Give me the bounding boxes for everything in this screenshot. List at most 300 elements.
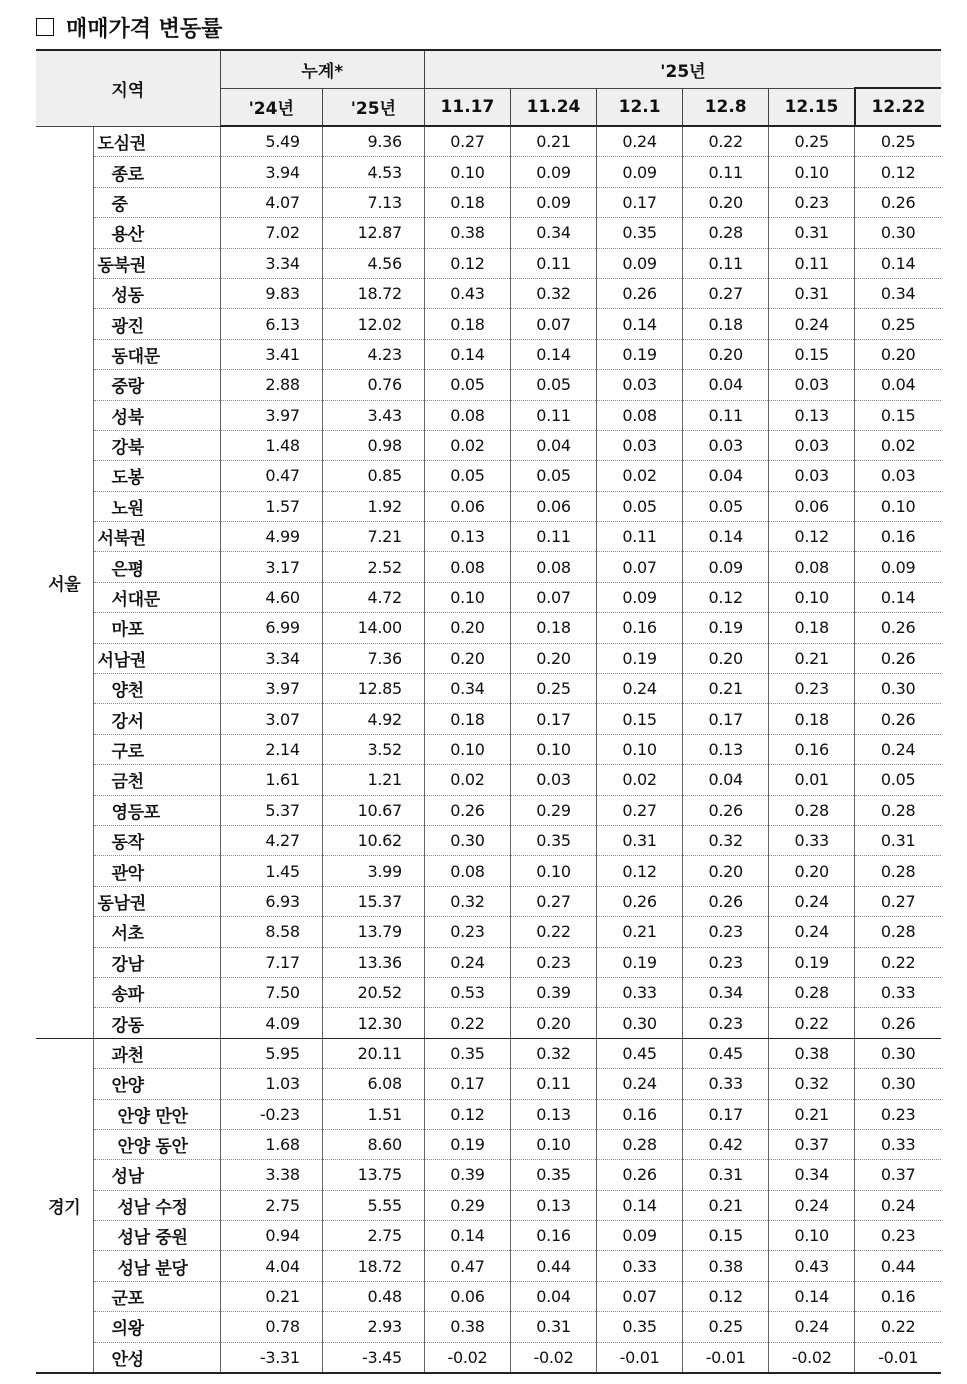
weekly-value: 0.28 [769, 977, 855, 1007]
cumulative-value: 6.93 [220, 886, 322, 916]
weekly-value: 0.20 [424, 643, 510, 673]
weekly-value: 0.26 [597, 886, 683, 916]
table-row [36, 187, 941, 217]
weekly-value: 0.08 [769, 552, 855, 582]
weekly-value: 0.27 [855, 886, 941, 916]
district-name: 서북권 [93, 522, 220, 552]
cumulative-value: 7.17 [220, 947, 322, 977]
weekly-value: 0.06 [769, 491, 855, 521]
weekly-value: 0.03 [769, 370, 855, 400]
weekly-value: 0.12 [683, 1281, 769, 1311]
weekly-value: 0.26 [855, 613, 941, 643]
weekly-value: 0.09 [510, 187, 596, 217]
weekly-value: 0.14 [510, 339, 596, 369]
weekly-value: 0.28 [855, 917, 941, 947]
weekly-value: 0.24 [769, 1312, 855, 1342]
weekly-value: 0.24 [769, 309, 855, 339]
weekly-value: 0.20 [510, 643, 596, 673]
cumulative-value: 0.85 [322, 461, 424, 491]
district-name: 의왕 [93, 1312, 220, 1342]
weekly-value: 0.06 [510, 491, 596, 521]
cumulative-value: 4.53 [322, 157, 424, 187]
weekly-value: 0.23 [683, 1008, 769, 1038]
weekly-value: 0.23 [683, 947, 769, 977]
weekly-value: 0.07 [597, 552, 683, 582]
cumulative-value: 4.56 [322, 248, 424, 278]
weekly-value: 0.16 [769, 734, 855, 764]
weekly-value: 0.07 [510, 309, 596, 339]
district-name: 성남 중원 [93, 1221, 220, 1251]
weekly-value: 0.03 [510, 765, 596, 795]
weekly-value: 0.24 [597, 674, 683, 704]
weekly-value: 0.20 [683, 187, 769, 217]
weekly-value: 0.24 [769, 1190, 855, 1220]
weekly-value: 0.15 [683, 1221, 769, 1251]
weekly-value: 0.33 [855, 977, 941, 1007]
cumulative-value: 20.11 [322, 1038, 424, 1068]
weekly-value: 0.06 [424, 1281, 510, 1311]
table-row [36, 522, 941, 552]
weekly-value: 0.26 [683, 886, 769, 916]
weekly-value: 0.08 [424, 856, 510, 886]
weekly-value: 0.24 [769, 886, 855, 916]
weekly-value: 0.15 [597, 704, 683, 734]
weekly-value: 0.19 [769, 947, 855, 977]
cumulative-value: 1.51 [322, 1099, 424, 1129]
district-name: 과천 [93, 1038, 220, 1068]
weekly-value: 0.23 [510, 947, 596, 977]
table-row [36, 126, 941, 157]
table-body [36, 126, 941, 1373]
district-name: 도심권 [93, 126, 220, 157]
table-row [36, 552, 941, 582]
district-name: 서대문 [93, 582, 220, 612]
weekly-value: 0.25 [855, 309, 941, 339]
weekly-value: 0.14 [769, 1281, 855, 1311]
weekly-value: 0.09 [683, 552, 769, 582]
weekly-value: 0.09 [510, 157, 596, 187]
cumulative-value: 3.41 [220, 339, 322, 369]
cumulative-value: 1.61 [220, 765, 322, 795]
weekly-value: 0.01 [769, 765, 855, 795]
weekly-value: 0.10 [510, 856, 596, 886]
weekly-value: 0.20 [424, 613, 510, 643]
table-row [36, 1190, 941, 1220]
table-row [36, 674, 941, 704]
cumulative-value: 13.79 [322, 917, 424, 947]
region-label: 서울 [36, 126, 93, 1038]
cumulative-value: 5.95 [220, 1038, 322, 1068]
weekly-value: 0.03 [769, 430, 855, 460]
cumulative-value: 4.92 [322, 704, 424, 734]
table-row [36, 947, 941, 977]
weekly-value: 0.17 [424, 1069, 510, 1099]
weekly-value: 0.24 [855, 1190, 941, 1220]
table-row [36, 825, 941, 855]
cumulative-value: 6.13 [220, 309, 322, 339]
weekly-value: 0.27 [683, 278, 769, 308]
cumulative-value: 7.13 [322, 187, 424, 217]
weekly-value: 0.23 [683, 917, 769, 947]
cumulative-value: 3.07 [220, 704, 322, 734]
weekly-value: 0.08 [424, 400, 510, 430]
table-row [36, 1251, 941, 1281]
district-name: 안성 [93, 1342, 220, 1373]
cumulative-value: 5.37 [220, 795, 322, 825]
cumulative-value: 7.50 [220, 977, 322, 1007]
weekly-value: 0.18 [510, 613, 596, 643]
cumulative-value: 2.75 [220, 1190, 322, 1220]
district-name: 구로 [93, 734, 220, 764]
weekly-value: 0.15 [855, 400, 941, 430]
weekly-value: 0.19 [683, 613, 769, 643]
weekly-value: 0.29 [424, 1190, 510, 1220]
weekly-value: 0.11 [510, 400, 596, 430]
weekly-value: 0.14 [424, 1221, 510, 1251]
cumulative-value: 2.93 [322, 1312, 424, 1342]
cumulative-value: 6.08 [322, 1069, 424, 1099]
weekly-value: 0.31 [510, 1312, 596, 1342]
weekly-value: 0.18 [424, 704, 510, 734]
weekly-value: 0.12 [855, 157, 941, 187]
cumulative-value: 4.09 [220, 1008, 322, 1038]
weekly-value: 0.18 [769, 704, 855, 734]
week-col-header-current: 12.22 [855, 88, 941, 126]
weekly-value: 0.28 [597, 1129, 683, 1159]
table-row [36, 734, 941, 764]
cumulative-value: 13.75 [322, 1160, 424, 1190]
weekly-value: 0.10 [855, 491, 941, 521]
district-name: 도봉 [93, 461, 220, 491]
cumulative-value: 9.83 [220, 278, 322, 308]
weekly-value: 0.10 [597, 734, 683, 764]
weekly-value: 0.14 [424, 339, 510, 369]
week-col-header: 11.24 [510, 88, 596, 126]
district-name: 중 [93, 187, 220, 217]
table-row [36, 795, 941, 825]
table-row [36, 1038, 941, 1068]
cumulative-value: 18.72 [322, 278, 424, 308]
cumulative-value: 3.97 [220, 674, 322, 704]
weekly-value: 0.38 [424, 1312, 510, 1342]
table-row [36, 1069, 941, 1099]
weekly-value: 0.09 [855, 552, 941, 582]
weekly-value: 0.14 [855, 248, 941, 278]
weekly-value: 0.43 [424, 278, 510, 308]
weekly-value: -0.02 [424, 1342, 510, 1373]
table-row [36, 1099, 941, 1129]
cumulative-value: 13.36 [322, 947, 424, 977]
weekly-value: 0.26 [855, 643, 941, 673]
weekly-value: 0.18 [683, 309, 769, 339]
weekly-value: 0.22 [424, 1008, 510, 1038]
weekly-value: 0.22 [769, 1008, 855, 1038]
weekly-value: 0.05 [510, 461, 596, 491]
weekly-value: 0.12 [769, 522, 855, 552]
weekly-value: 0.33 [769, 825, 855, 855]
cumulative-value: 1.03 [220, 1069, 322, 1099]
weekly-value: 0.12 [683, 582, 769, 612]
weekly-value: 0.11 [683, 157, 769, 187]
cumulative-value: 1.57 [220, 491, 322, 521]
district-name: 강동 [93, 1008, 220, 1038]
table-row [36, 248, 941, 278]
weekly-value: 0.24 [424, 947, 510, 977]
weekly-value: 0.08 [597, 400, 683, 430]
weekly-value: 0.13 [769, 400, 855, 430]
weekly-value: 0.17 [683, 1099, 769, 1129]
weekly-value: 0.04 [855, 370, 941, 400]
weekly-value: 0.31 [855, 825, 941, 855]
cumulative-value: 2.75 [322, 1221, 424, 1251]
weekly-value: 0.17 [597, 187, 683, 217]
weekly-value: 0.43 [769, 1251, 855, 1281]
weekly-value: 0.31 [769, 278, 855, 308]
weekly-value: 0.09 [597, 248, 683, 278]
weekly-value: 0.04 [683, 461, 769, 491]
weekly-value: 0.22 [683, 126, 769, 157]
weekly-value: 0.10 [769, 1221, 855, 1251]
weekly-value: 0.38 [769, 1038, 855, 1068]
weekly-value: 0.24 [597, 126, 683, 157]
cumulative-value: 3.34 [220, 643, 322, 673]
table-row [36, 704, 941, 734]
cumulative-value: 1.48 [220, 430, 322, 460]
weekly-value: 0.22 [855, 947, 941, 977]
weekly-value: 0.11 [597, 522, 683, 552]
week-col-header: 12.1 [597, 88, 683, 126]
weekly-value: 0.33 [855, 1129, 941, 1159]
district-name: 성남 [93, 1160, 220, 1190]
weekly-value: 0.16 [597, 1099, 683, 1129]
weekly-value: 0.11 [769, 248, 855, 278]
weekly-value: 0.19 [597, 947, 683, 977]
weekly-value: 0.07 [510, 582, 596, 612]
cumulative-value: 1.92 [322, 491, 424, 521]
weekly-value: 0.05 [510, 370, 596, 400]
weekly-value: 0.09 [597, 582, 683, 612]
cumulative-value: 0.48 [322, 1281, 424, 1311]
weekly-value: 0.23 [855, 1099, 941, 1129]
table-row [36, 339, 941, 369]
weekly-value: 0.30 [597, 1008, 683, 1038]
weekly-value: 0.24 [855, 734, 941, 764]
cumulative-value: 4.23 [322, 339, 424, 369]
cum-col-header: '25년 [322, 88, 424, 126]
weekly-value: 0.16 [597, 613, 683, 643]
district-name: 강서 [93, 704, 220, 734]
weekly-value: 0.38 [683, 1251, 769, 1281]
district-name: 중랑 [93, 370, 220, 400]
cumulative-value: 4.07 [220, 187, 322, 217]
region-label: 경기 [36, 1038, 93, 1373]
district-name: 종로 [93, 157, 220, 187]
table-row [36, 582, 941, 612]
cumulative-value: 2.88 [220, 370, 322, 400]
district-name: 영등포 [93, 795, 220, 825]
weekly-value: 0.10 [510, 1129, 596, 1159]
cumulative-value: 4.04 [220, 1251, 322, 1281]
cumulative-value: 12.85 [322, 674, 424, 704]
weekly-value: 0.15 [769, 339, 855, 369]
weekly-value: 0.20 [510, 1008, 596, 1038]
weekly-value: 0.23 [424, 917, 510, 947]
weekly-value: 0.35 [510, 825, 596, 855]
section-title-text: 매매가격 변동률 [66, 15, 223, 42]
weekly-value: 0.10 [769, 157, 855, 187]
district-name: 성남 수정 [93, 1190, 220, 1220]
table-row [36, 1342, 941, 1373]
weekly-value: 0.44 [855, 1251, 941, 1281]
cumulative-header: 누계* [220, 50, 424, 88]
weekly-value: 0.16 [855, 1281, 941, 1311]
price-change-table [36, 49, 941, 1374]
weekly-value: 0.06 [424, 491, 510, 521]
weekly-value: 0.03 [597, 430, 683, 460]
cumulative-value: 5.55 [322, 1190, 424, 1220]
cumulative-value: 10.67 [322, 795, 424, 825]
weekly-value: 0.26 [855, 1008, 941, 1038]
table-row [36, 1221, 941, 1251]
weekly-value: 0.11 [510, 248, 596, 278]
weekly-value: 0.35 [597, 218, 683, 248]
weekly-value: 0.13 [510, 1190, 596, 1220]
cumulative-value: 3.52 [322, 734, 424, 764]
weekly-value: 0.24 [769, 917, 855, 947]
weekly-value: 0.19 [597, 339, 683, 369]
weekly-value: 0.32 [510, 278, 596, 308]
table-row [36, 977, 941, 1007]
weekly-value: 0.03 [597, 370, 683, 400]
weekly-value: 0.12 [424, 248, 510, 278]
weekly-value: 0.21 [683, 1190, 769, 1220]
weekly-value: 0.11 [683, 400, 769, 430]
table-row [36, 157, 941, 187]
cumulative-value: 1.21 [322, 765, 424, 795]
weekly-value: 0.25 [855, 126, 941, 157]
weekly-value: 0.23 [855, 1221, 941, 1251]
table-row [36, 1281, 941, 1311]
weekly-value: 0.21 [683, 674, 769, 704]
weekly-value: 0.16 [510, 1221, 596, 1251]
weekly-value: 0.18 [424, 309, 510, 339]
weekly-value: 0.02 [424, 430, 510, 460]
table-row [36, 1129, 941, 1159]
weekly-value: 0.24 [597, 1069, 683, 1099]
cumulative-value: 4.99 [220, 522, 322, 552]
district-name: 성동 [93, 278, 220, 308]
district-name: 안양 [93, 1069, 220, 1099]
cumulative-value: 8.60 [322, 1129, 424, 1159]
weekly-value: 0.03 [683, 430, 769, 460]
weekly-value: 0.25 [683, 1312, 769, 1342]
cumulative-value: 7.36 [322, 643, 424, 673]
district-name: 동작 [93, 825, 220, 855]
weekly-value: 0.21 [510, 126, 596, 157]
weekly-value: 0.20 [683, 643, 769, 673]
weekly-value: 0.02 [855, 430, 941, 460]
district-name: 송파 [93, 977, 220, 1007]
weekly-value: 0.08 [424, 552, 510, 582]
weekly-value: 0.25 [769, 126, 855, 157]
cumulative-value: 0.76 [322, 370, 424, 400]
district-name: 성남 분당 [93, 1251, 220, 1281]
weekly-value: 0.14 [597, 1190, 683, 1220]
weekly-value: 0.20 [683, 339, 769, 369]
weekly-value: 0.26 [597, 1160, 683, 1190]
weekly-value: 0.19 [424, 1129, 510, 1159]
weekly-value: 0.17 [683, 704, 769, 734]
weekly-value: 0.02 [597, 461, 683, 491]
district-name: 안양 동안 [93, 1129, 220, 1159]
weekly-value: 0.45 [683, 1038, 769, 1068]
cumulative-value: 1.45 [220, 856, 322, 886]
weekly-value: 0.22 [855, 1312, 941, 1342]
district-name: 동남권 [93, 886, 220, 916]
weekly-value: 0.38 [424, 218, 510, 248]
week-col-header: 12.15 [769, 88, 855, 126]
cumulative-value: 8.58 [220, 917, 322, 947]
cumulative-value: 12.30 [322, 1008, 424, 1038]
weekly-value: 0.05 [683, 491, 769, 521]
cumulative-value: 4.72 [322, 582, 424, 612]
weekly-value: 0.39 [510, 977, 596, 1007]
table-row [36, 1008, 941, 1038]
cumulative-value: 4.27 [220, 825, 322, 855]
weekly-value: 0.21 [769, 643, 855, 673]
weekly-value: 0.14 [855, 582, 941, 612]
cumulative-value: 3.99 [322, 856, 424, 886]
table-row [36, 218, 941, 248]
cumulative-value: 3.43 [322, 400, 424, 430]
table-row [36, 1160, 941, 1190]
weekly-value: 0.44 [510, 1251, 596, 1281]
cumulative-value: 1.68 [220, 1129, 322, 1159]
weekly-value: 0.26 [424, 795, 510, 825]
district-name: 동북권 [93, 248, 220, 278]
weekly-value: 0.18 [424, 187, 510, 217]
cumulative-value: 14.00 [322, 613, 424, 643]
table-row [36, 461, 941, 491]
cumulative-value: 2.14 [220, 734, 322, 764]
weekly-value: 0.42 [683, 1129, 769, 1159]
weekly-value: 0.19 [597, 643, 683, 673]
weekly-value: 0.21 [769, 1099, 855, 1129]
weekly-value: 0.26 [855, 704, 941, 734]
weekly-value: 0.20 [769, 856, 855, 886]
weekly-value: 0.12 [597, 856, 683, 886]
cumulative-value: 3.17 [220, 552, 322, 582]
weekly-value: 0.28 [855, 795, 941, 825]
table-row [36, 643, 941, 673]
weekly-value: 0.34 [683, 977, 769, 1007]
table-row [36, 491, 941, 521]
weekly-value: 0.33 [597, 977, 683, 1007]
table-row [36, 278, 941, 308]
weekly-value: 0.27 [597, 795, 683, 825]
weekly-value: 0.37 [769, 1129, 855, 1159]
weekly-value: 0.31 [597, 825, 683, 855]
weekly-value: 0.26 [855, 187, 941, 217]
weekly-value: 0.05 [424, 461, 510, 491]
weekly-value: 0.37 [855, 1160, 941, 1190]
cum-col-header: '24년 [220, 88, 322, 126]
weekly-value: 0.13 [424, 522, 510, 552]
weekly-value: 0.10 [424, 582, 510, 612]
district-name: 서초 [93, 917, 220, 947]
weekly-value: 0.31 [769, 218, 855, 248]
year25-header: '25년 [424, 50, 941, 88]
